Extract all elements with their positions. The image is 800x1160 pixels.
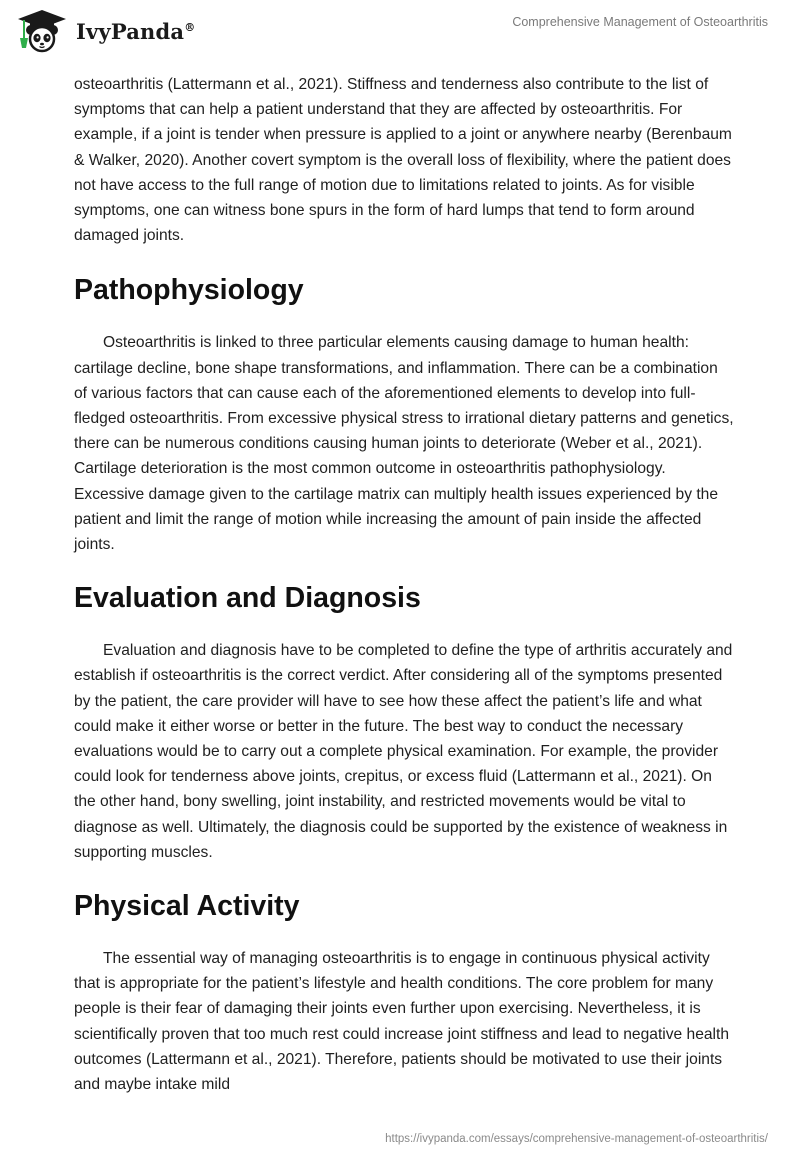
paragraph-pathophysiology: Osteoarthritis is linked to three particular elements causing damage to human health: cartilage decline, bone shape transformations, and inflammation. There can be a combination of various factors that can cause each of the aforementioned elements to develop into full-fledged osteoarthritis. From excessive physical stress to irrational dietary patterns and genetics, there can be numerous conditions causing human joints to deteriorate (Weber et al., 2021). Cartilage deterioration is the most common outcome in osteoarthritis pathophysiology. Excessive damage given to the cartilage matrix can multiply health issues experienced by the patient and limit the range of motion while increasing the amount of pain inside the affected joints. [74,334,734,554]
heading-pathophysiology: Pathophysiology [74,274,304,307]
heading-evaluation-diagnosis: Evaluation and Diagnosis [74,582,421,615]
intro-paragraph: osteoarthritis (Lattermann et al., 2021). Stiffness and tenderness also contribute to the list of symptoms that can help a patient understand that they are affected by osteoarthritis. For example, if a joint is tender when pressure is applied to a joint or anywhere nearby (Berenbaum & Walker, 2020). Another covert symptom is the overall loss of flexibility, where the patient does not have access to the full range of motion due to limitations related to joints. As for visible symptoms, one can witness bone spurs in the form of hard lumps that tend to form around damaged joints. [74,76,732,245]
page-header [0,0,800,70]
essay-body [74,72,734,1097]
document-title: Comprehensive Management of Osteoarthritis [512,15,768,29]
panda-graduate-icon [14,8,70,54]
ivypanda-logo[interactable] [14,8,195,54]
paragraph-evaluation-diagnosis: Evaluation and diagnosis have to be completed to define the type of arthritis accurately and establish if osteoarthritis is the correct verdict. After considering all of the symptoms presented by the patient, the care provider will have to see how these affect the patient’s life and what could make it either worse or better in the future. The best way to conduct the necessary evaluations would be to carry out a complete physical examination. For example, the provider could look for tenderness above joints, crepitus, or excess fluid (Lattermann et al., 2021). On the other hand, bony swelling, joint instability, and restricted movements would be vital to diagnose as well. Ultimately, the diagnosis could be supported by the existence of weakness in supporting muscles. [74,642,733,861]
paragraph-physical-activity: The essential way of managing osteoarthritis is to engage in continuous physical activity that is appropriate for the patient’s lifestyle and health conditions. The core problem for many people is their fear of damaging their joints even further upon exercising. Nevertheless, it is scientifically proven that too much rest could increase joint stiffness and lead to negative health outcomes (Lattermann et al., 2021). Therefore, patients should be motivated to use their joints and maybe intake mild [74,950,730,1094]
brand-name: IvyPanda® [76,18,196,44]
source-url-link[interactable]: https://ivypanda.com/essays/comprehensive-management-of-osteoarthritis/ [385,1133,768,1145]
heading-physical-activity: Physical Activity [74,890,300,923]
registered-mark: ® [184,20,196,34]
